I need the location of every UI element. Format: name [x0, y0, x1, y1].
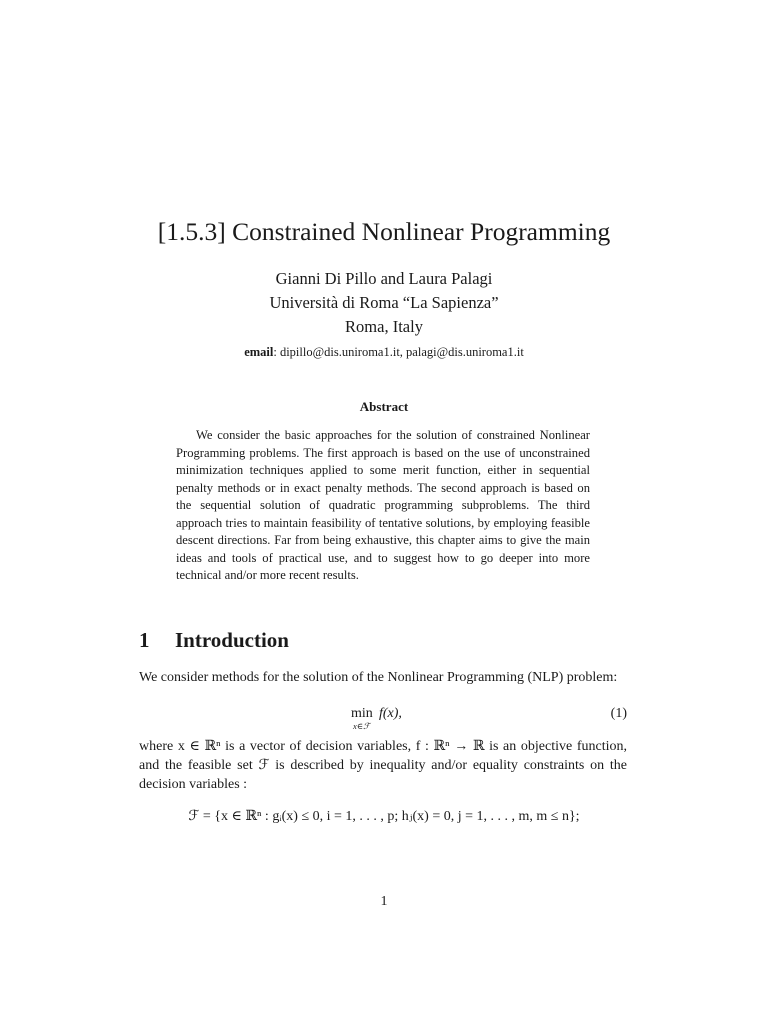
intro-paragraph-2: where x ∈ ℝⁿ is a vector of decision variables, f : ℝⁿ → ℝ is an objective function, and the feasible set ℱ is described by inequality and/or equality constraints on the decision variables :: [139, 739, 627, 792]
section-title: Introduction: [175, 628, 289, 652]
paper-title: [1.5.3] Constrained Nonlinear Programming: [157, 217, 611, 246]
equation-1-body: f(x),: [379, 706, 402, 721]
author-email: [0, 343, 768, 361]
abstract-text: We consider the basic approaches for the solution of constrained Nonlinear Programming problems. The first approach is based on the use of unconstrained minimization techniques applied to some merit function, either in sequential penalty methods or in exact penalty methods. The second approach is based on the sequential solution of quadratic programming subproblems. The third approach tries to maintain feasibility of tentative solutions, by employing feasible descent directions. Far from being exhaustive, this chapter aims to give the main ideas and tools of practical use, and to suggest how to go deeper into more technical and/or more recent results.: [176, 428, 590, 582]
intro-paragraph-1: We consider methods for the solution of the Nonlinear Programming (NLP) problem:: [139, 670, 618, 685]
equation-1-number: (1): [610, 706, 627, 721]
equation-1-operator: min: [351, 706, 373, 721]
email-label: email: [244, 345, 274, 359]
author-names: Gianni Di Pillo and Laura Palagi: [275, 269, 493, 288]
equation-1: [139, 704, 627, 734]
abstract-heading: Abstract: [359, 399, 409, 414]
section-heading: [139, 628, 289, 653]
email-addresses: : dipillo@dis.uniroma1.it, palagi@dis.uniroma1.it: [273, 345, 524, 359]
page-number: 1: [380, 894, 388, 909]
author-affiliation: Università di Roma “La Sapienza”: [269, 293, 499, 312]
section-number: 1: [139, 628, 150, 652]
equation-feasible-set: ℱ = {x ∈ ℝⁿ : gᵢ(x) ≤ 0, i = 1, . . . , p; hⱼ(x) = 0, j = 1, . . . , m, m ≤ n};: [188, 809, 580, 824]
equation-1-subscript: x∈ℱ: [353, 721, 370, 731]
author-location: Roma, Italy: [345, 317, 423, 336]
